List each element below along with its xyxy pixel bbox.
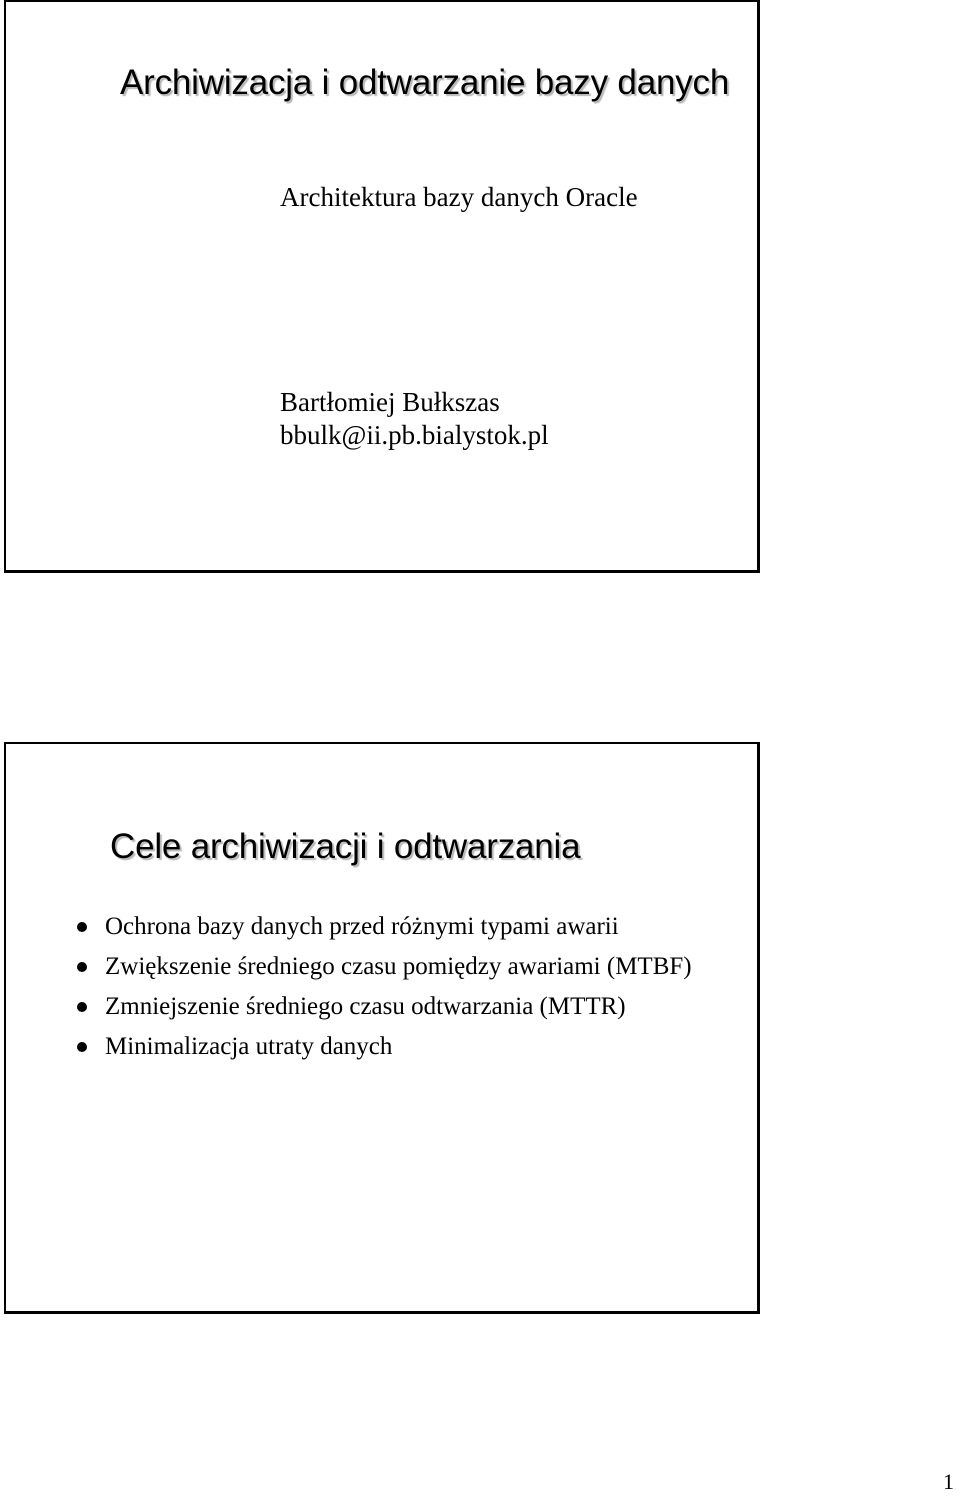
bullet-icon: [77, 962, 87, 972]
bullet-text: Minimalizacja utraty danych: [105, 1033, 393, 1060]
author-block: [280, 386, 549, 452]
bullet-text: Zwiększenie średniego czasu pomiędzy awariami (MTBF): [105, 953, 692, 980]
author-name: Bartłomiej Bułkszas: [280, 387, 500, 417]
bullet-list: [6, 912, 746, 1072]
bullet-item: [6, 992, 705, 1022]
bullet-text: Ochrona bazy danych przed różnymi typami awarii: [105, 913, 619, 940]
slide-title-page: [4, 0, 760, 573]
bullet-text: Zmniejszenie średniego czasu odtwarzania (MTTR): [105, 993, 626, 1020]
bullet-icon: [77, 1042, 87, 1052]
bullet-item: [6, 952, 705, 982]
slide-title: Archiwizacja i odtwarzanie bazy danych: [120, 63, 730, 102]
page-number: 1: [943, 1469, 954, 1494]
bullet-icon: [77, 922, 87, 932]
bullet-item: [6, 1032, 705, 1062]
slide-title: Cele archiwizacji i odtwarzania: [110, 827, 581, 866]
slide-goals: [4, 742, 760, 1314]
bullet-item: [6, 912, 705, 942]
author-email: bbulk@ii.pb.bialystok.pl: [280, 420, 549, 450]
slide-subtitle: Architektura bazy danych Oracle: [280, 182, 638, 212]
bullet-icon: [77, 1002, 87, 1012]
